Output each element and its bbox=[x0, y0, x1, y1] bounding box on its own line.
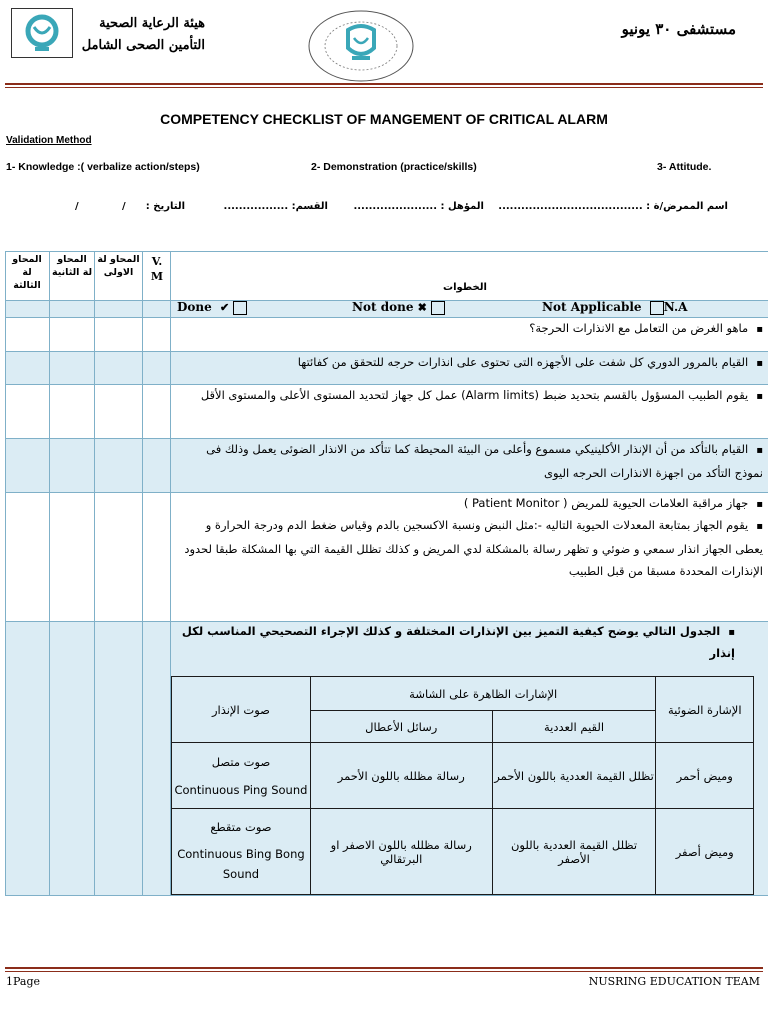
sound-en: Continuous Ping Sound bbox=[174, 782, 308, 797]
footer-rule bbox=[5, 967, 763, 969]
step-1: ▪ ماهو الغرض من التعامل مع الانذارات الحرجة؟ bbox=[175, 317, 763, 341]
date-separator: / bbox=[122, 201, 126, 212]
authority-seal bbox=[302, 8, 420, 84]
not-done-option[interactable] bbox=[352, 300, 445, 315]
attempt-1-header: المحاو لة الاولى bbox=[97, 254, 140, 278]
light-red: وميض أحمر bbox=[656, 743, 754, 809]
steps-header: الخطوات bbox=[443, 282, 487, 293]
check-icon: ✔ bbox=[219, 301, 230, 314]
alarm-sound-header: صوت الإنذار bbox=[172, 677, 311, 743]
numeric-yellow: تظلل القيمة العددية باللون الأصفر bbox=[492, 809, 656, 895]
not-done-checkbox[interactable] bbox=[431, 301, 445, 315]
org-logo bbox=[11, 8, 73, 58]
message-red: رسالة مظلله باللون الأحمر bbox=[310, 743, 492, 809]
monitor-description: ▪ يقوم الجهاز بمتابعة المعدلات الحيوية التاليه -:مثل النبض ونسبة الاكسجين بالدم وقياس ضغط الدم ودرجة الحرارة و يعطى الجهاز انذار سمعي و ضوئي و تظهر رسالة بالمشكلة لدي المريض و كذلك تظلل القيمة التي بها المشكلة طبقا لحدود الإنذارات المحددة مسبقا من قبل الطبيب bbox=[175, 514, 763, 582]
step-2: ▪ القيام بالمرور الدوري كل شفت على الأجهزه التى تحتوى على انذارات حرجه للتحقق من كفائتها bbox=[175, 351, 763, 375]
org-name-line1: هيئة الرعاية الصحية bbox=[99, 16, 205, 31]
message-yellow: رسالة مظلله باللون الاصفر او البرتقالي bbox=[310, 809, 492, 895]
numeric-values-header: القيم العددية bbox=[492, 711, 656, 743]
step-4: ▪ القيام بالتأكد من أن الإنذار الأكلينيكي مسموع وأعلى من البيئة المحيطة كما تتأكد من الانذار الضوئى يعمل وذلك فى نموذج التأكد من اجهزة الانذارات الحرجه اليوى bbox=[175, 438, 763, 484]
done-checkbox[interactable] bbox=[233, 301, 247, 315]
nurse-name-field: اسم الممرض/ة : ...................................... bbox=[498, 201, 728, 212]
vm-header: V. M bbox=[150, 255, 164, 283]
done-option[interactable] bbox=[177, 300, 247, 315]
qualification-field: المؤهل : ...................... bbox=[353, 201, 484, 212]
sound-intermittent bbox=[172, 809, 311, 895]
screen-signals-header: الإشارات الظاهرة على الشاشة bbox=[310, 677, 656, 711]
sound-ar: صوت متصل bbox=[211, 754, 271, 769]
sound-ar: صوت متقطع bbox=[210, 819, 272, 834]
checklist-table bbox=[5, 251, 768, 896]
sound-en: Continuous Bing Bong Sound bbox=[177, 846, 305, 881]
team-name: NUSRING EDUCATION TEAM bbox=[588, 975, 760, 988]
department-field: القسم: ................. bbox=[223, 201, 328, 212]
hospital-name: مستشفى ٣٠ يونيو bbox=[621, 20, 736, 38]
light-signal-header: الإشارة الضوئية bbox=[656, 677, 754, 743]
monitor-title: ▪ جهاز مراقبة العلامات الحيوية للمريض ( Patient Monitor ) bbox=[175, 492, 763, 516]
sound-continuous bbox=[172, 743, 311, 809]
na-checkbox[interactable] bbox=[650, 301, 664, 315]
date-label: التاريخ : bbox=[145, 201, 185, 212]
document-title: COMPETENCY CHECKLIST OF MANGEMENT OF CRITICAL ALARM bbox=[160, 111, 608, 127]
page-number: 1Page bbox=[6, 975, 41, 988]
method-knowledge: 1- Knowledge :( verbalize action/steps) bbox=[6, 161, 200, 173]
done-label: Done bbox=[177, 300, 212, 314]
attempt-3-header: المحاو لة الثالثة bbox=[12, 254, 42, 291]
light-yellow: وميض أصفر bbox=[656, 809, 754, 895]
alarm-table-intro: ▪ الجدول التالي يوضح كيفية التميز بين الإنذارات المختلفة و كذلك الإجراء التصحيحي المناسب لكل إنذار bbox=[175, 621, 735, 663]
header-rule-thin bbox=[5, 87, 763, 88]
footer-rule-thin bbox=[5, 971, 763, 972]
validation-method-label: Validation Method bbox=[6, 135, 92, 146]
header-rule bbox=[5, 83, 763, 85]
alarm-table bbox=[171, 676, 754, 895]
attempt-2-header: المحاو لة الثانية bbox=[51, 254, 93, 278]
not-done-label: Not done bbox=[352, 300, 414, 314]
na-short-label: N.A bbox=[663, 300, 688, 314]
na-label: Not Applicable bbox=[542, 300, 642, 314]
method-attitude: 3- Attitude. bbox=[657, 161, 712, 173]
na-option[interactable] bbox=[542, 300, 687, 315]
step-3: ▪ يقوم الطبيب المسؤول بالقسم بتحديد ضبط (Alarm limits) عمل كل جهاز لتحديد المستوى الأعلى والمستوى الأقل bbox=[175, 384, 763, 408]
cross-icon: ✖ bbox=[417, 301, 427, 314]
method-demonstration: 2- Demonstration (practice/skills) bbox=[311, 161, 477, 173]
error-messages-header: رسائل الأعطال bbox=[310, 711, 492, 743]
org-name-line2: التأمين الصحى الشامل bbox=[81, 38, 205, 53]
numeric-red: تظلل القيمة العددية باللون الأحمر bbox=[492, 743, 656, 809]
date-separator: / bbox=[75, 201, 79, 212]
